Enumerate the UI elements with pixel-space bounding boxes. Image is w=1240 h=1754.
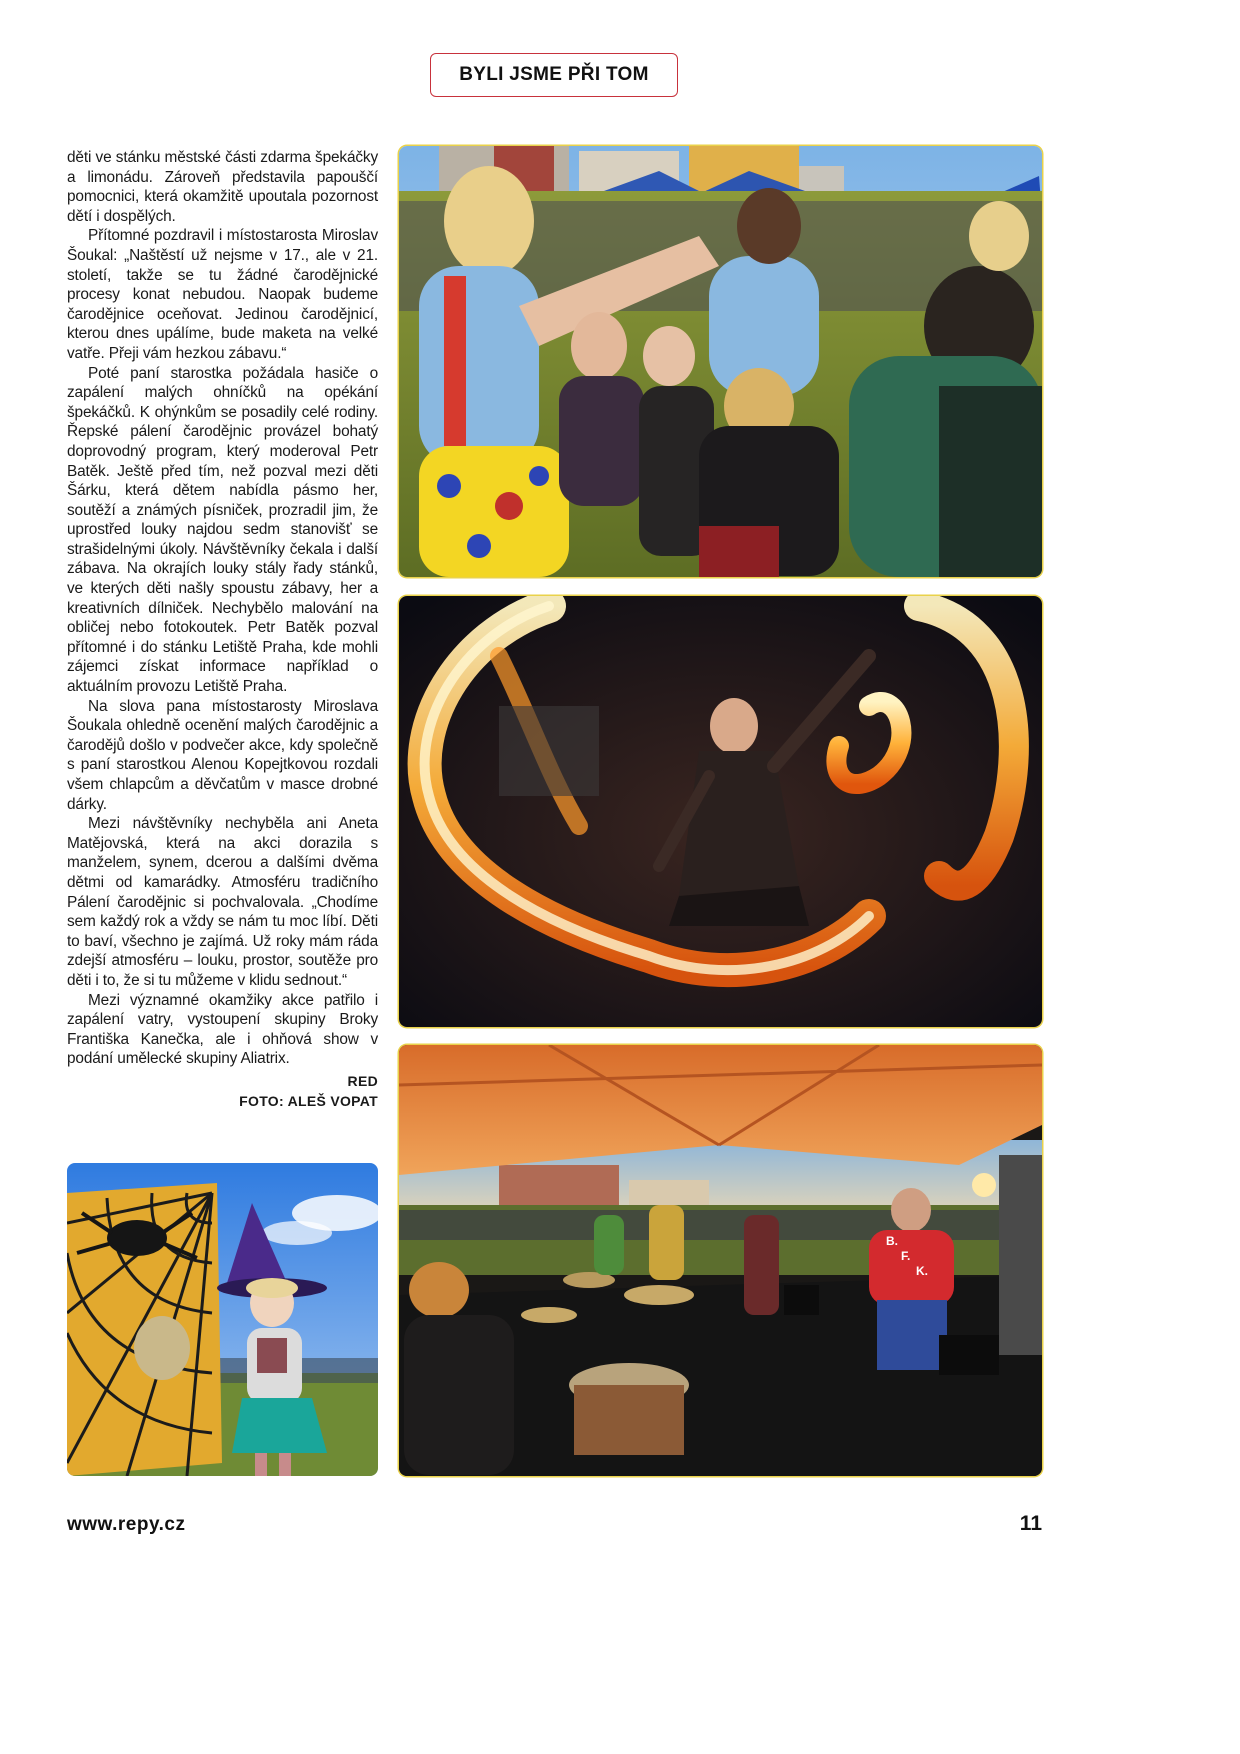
- band-shirt-letter: F.: [901, 1249, 911, 1263]
- section-label: BYLI JSME PŘI TOM: [430, 53, 678, 97]
- photo-credit: FOTO: ALEŠ VOPAT: [239, 1092, 378, 1109]
- photo-band-stage: [399, 1045, 1042, 1476]
- photo-little-witch: [67, 1163, 378, 1476]
- page-number: 11: [1019, 1512, 1042, 1535]
- article-paragraph: Mezi návštěvníky nechyběla ani Aneta Matějovská, která na akci dorazila s manželem, synem, dcerou a dalšími dvěma dětmi od kamarádky. Atmosféru tradičního Pálení čarodějnic si pochvalovala. „Chodíme sem každý rok a vždy se nám tu moc líbí. Děti to baví, všechno je zajímá. Už roky mám ráda zdejší atmosféru – louku, prostor, soutěže pro děti i to, že si tu můžeme v klidu sednout.“: [67, 815, 378, 989]
- article-paragraph: Přítomné pozdravil i místostarosta Miroslav Šoukal: „Naštěstí už nejsme v 17., ale v 21. století, takže se tu žádné čarodějnické procesy konat nebudou. Naopak budeme čarodějnice oceňovat. Jedinou čarodějnicí, kterou dnes upálíme, bude maketa na velké vatře. Přeji vám hezkou zábavu.“: [67, 227, 378, 362]
- footer-website[interactable]: www.repy.cz: [67, 1514, 186, 1535]
- article-paragraph: děti ve stánku městské části zdarma špekáčky a limonádu. Zároveň představila papouščí pomocnici, která okamžitě upoutala pozornost dětí i dospělých.: [67, 149, 378, 225]
- author-credit: RED: [347, 1072, 378, 1089]
- photo-crowd: [399, 146, 1042, 577]
- article-text: [67, 148, 378, 1111]
- band-shirt-letter: K.: [916, 1264, 928, 1278]
- photo-crowd-image: [399, 146, 1042, 577]
- article-paragraph: Mezi významné okamžiky akce patřilo i zapálení vatry, vystoupení skupiny Broky Františka Kanečka, ale i ohňová show v podání umělecké skupiny Aliatrix.: [67, 991, 378, 1068]
- photo-fire-show: [399, 596, 1042, 1027]
- article-paragraph: Na slova pana místostarosty Miroslava Šoukala ohledně ocenění malých čarodějnic a čarodějů došlo v podvečer akce, kdy společně s paní starostkou Alenou Kopejtkovou rozdali všem chlapcům a děvčatům v masce drobné dárky.: [67, 697, 378, 813]
- article-paragraph: Poté paní starostka požádala hasiče o zapálení malých ohníčků na opékání špekáčků. K ohýnkům se posadily celé rodiny. Řepské pálení čarodějnic provázel bohatý doprovodný program, který moderoval Petr Batěk. Ještě před tím, než pozval mezi děti Šárku, která dětem nabídla pásmo her, soutěží a známých písniček, prozradil jim, že uprostřed louky najdou sedm stanovišť se strašidelnými úkoly. Návštěvníky čekala i další zábava. Na okrajích louky stály řady stánků, ve kterých děti našly spoustu zábavy, her a kreativních dílniček. Nechybělo malování na obličej nebo fotokoutek. Petr Batěk pozval přítomné i do stánku Letiště Praha, kde mohli zájemci získat informace například o aktuálním provozu Letiště Praha.: [67, 364, 378, 696]
- photo-witch-image: [67, 1163, 378, 1476]
- photo-band-image: [399, 1045, 1042, 1476]
- photo-fire-image: [399, 596, 1042, 1027]
- band-shirt-letter: B.: [886, 1234, 898, 1248]
